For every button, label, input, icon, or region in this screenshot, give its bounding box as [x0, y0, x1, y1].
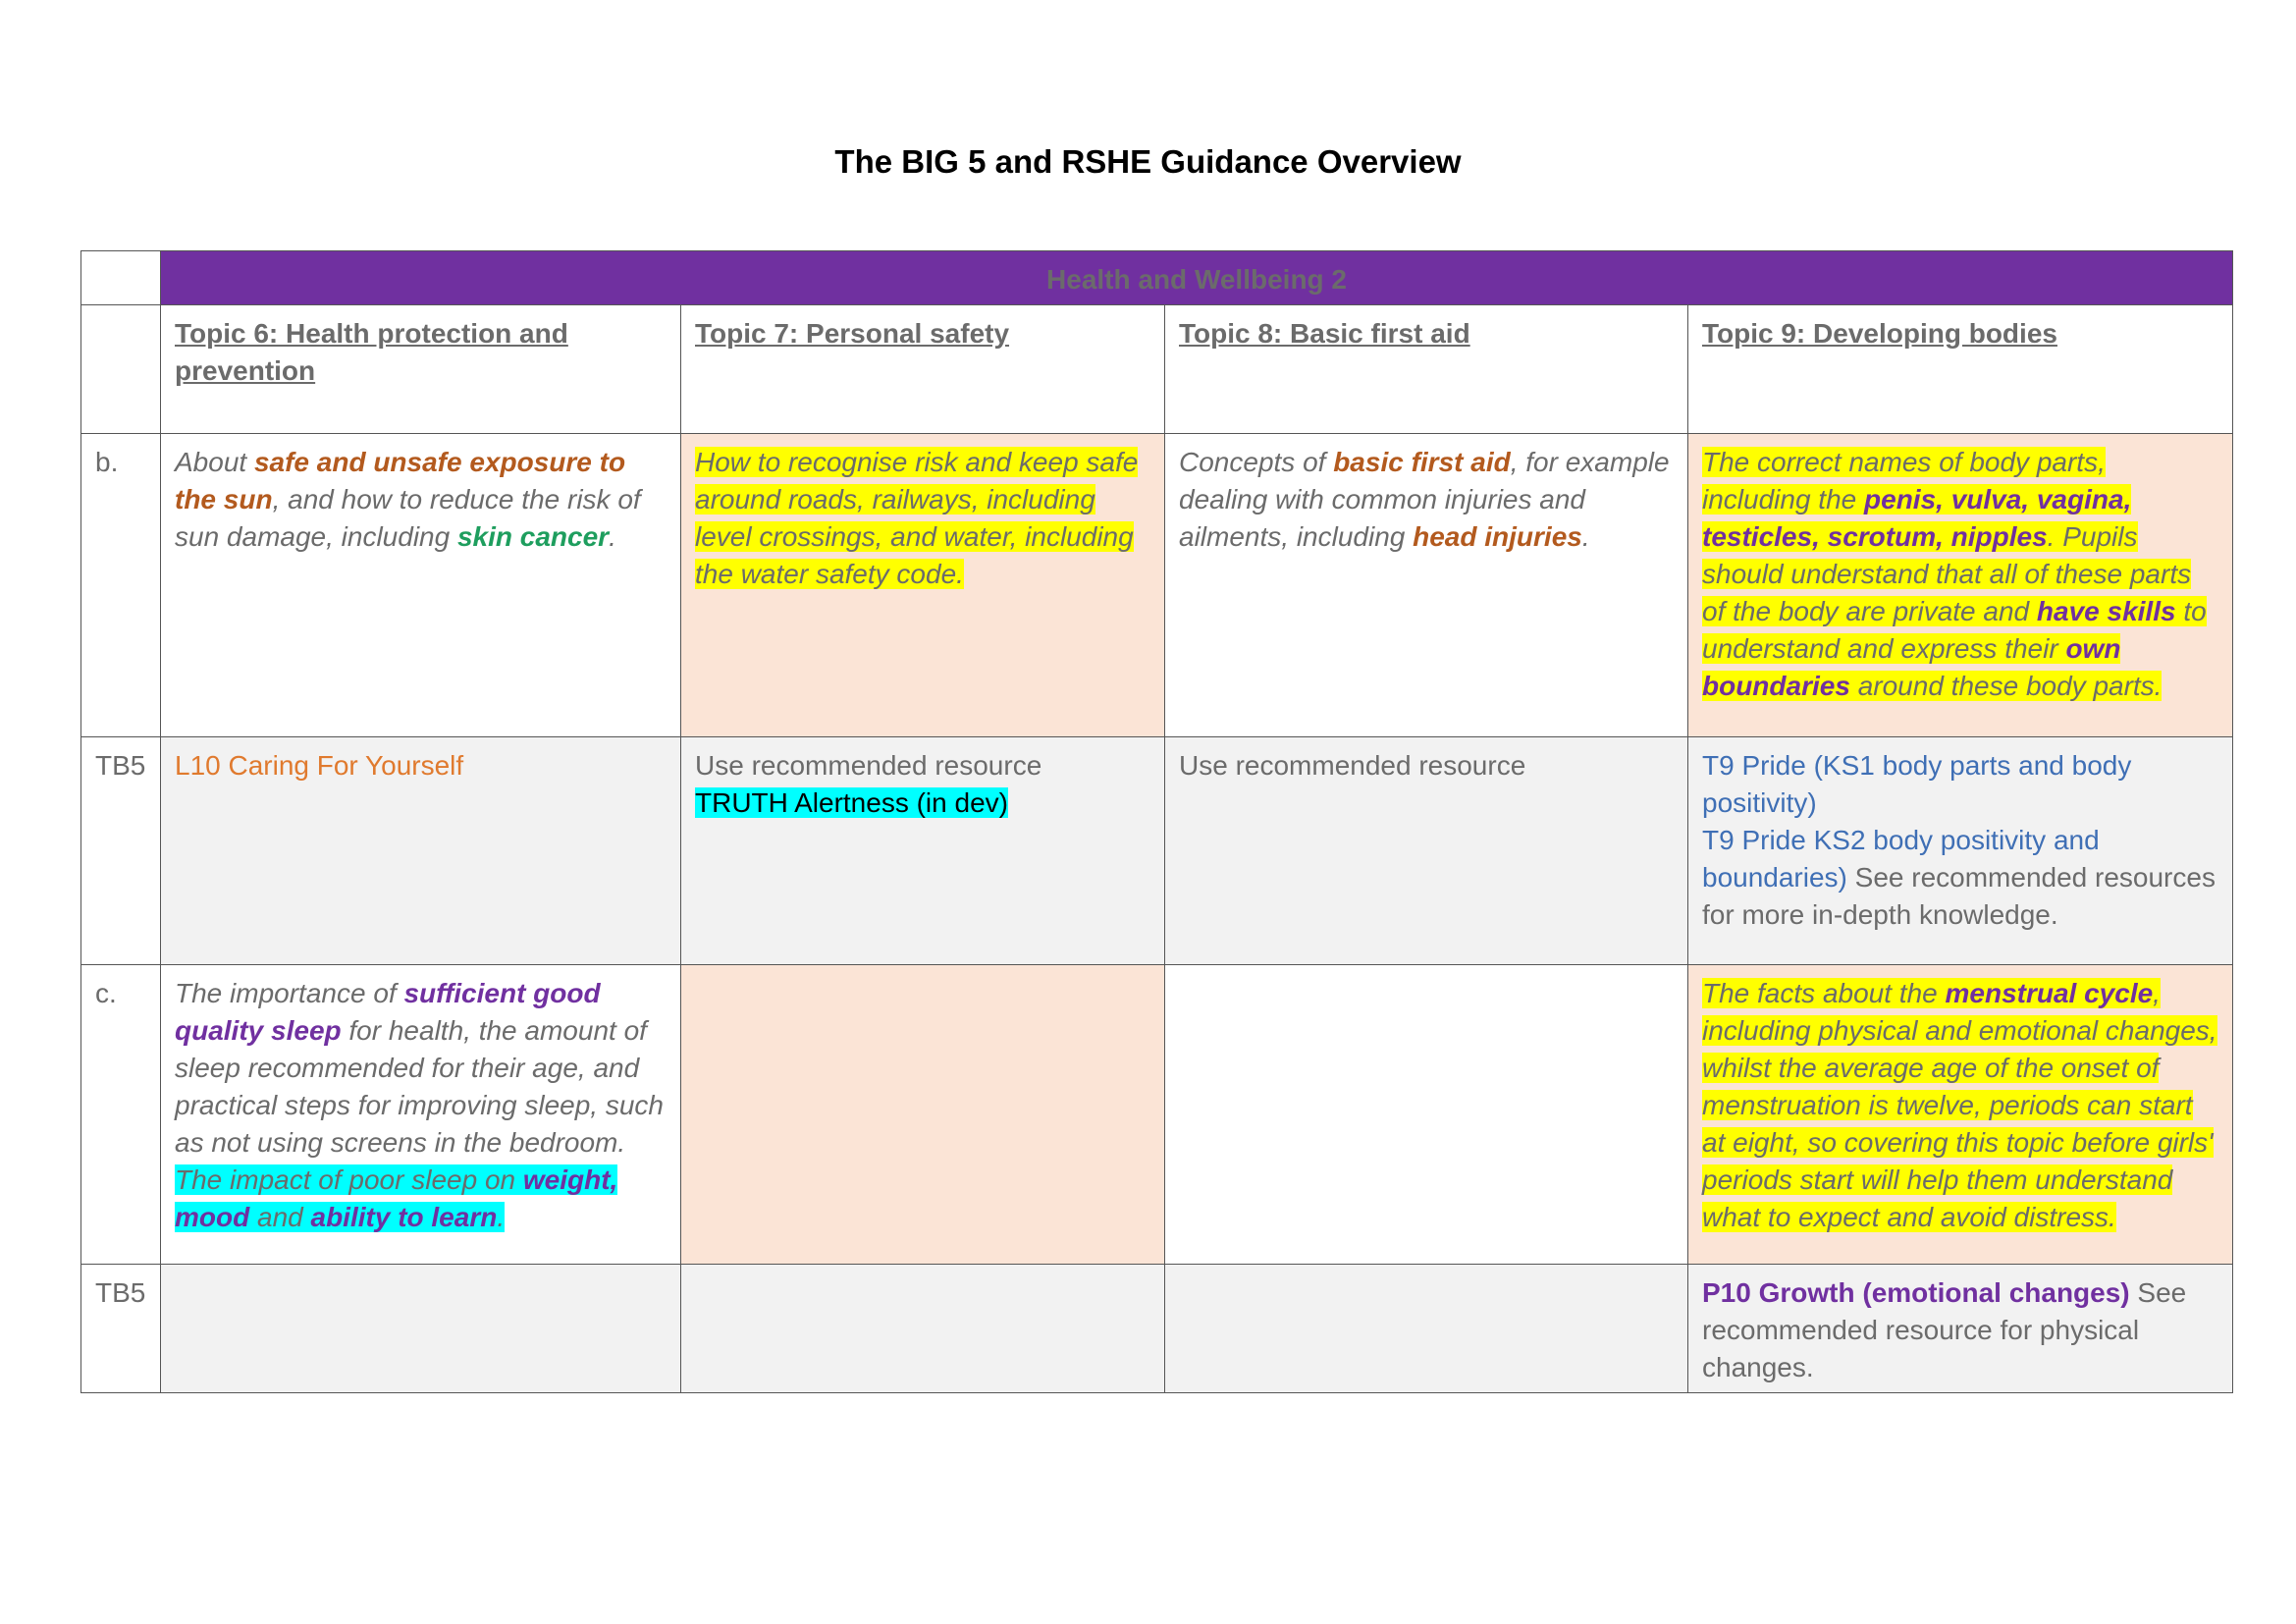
page-title: The BIG 5 and RSHE Guidance Overview — [834, 143, 1462, 180]
c-topic9-cell: The facts about the menstrual cycle, including physical and emotional changes, whilst the average age of the onset of menstruation is twelve, periods can start at eight, so covering this topic before girls' periods start will help them understand what to expect and avoid distress. — [1688, 965, 2233, 1265]
row-tb5-resources — [81, 737, 2233, 965]
b-topic8-cell: Concepts of basic first aid, for example dealing with common injuries and ailments, including head injuries. — [1165, 434, 1688, 737]
c-topic7-cell — [681, 965, 1165, 1265]
tb5-topic9-cell: T9 Pride (KS1 body parts and body positivity) T9 Pride KS2 body positivity and boundaries) See recommended resources for more in-depth knowledge. — [1688, 737, 2233, 965]
t9-pride-ks2-link[interactable]: T9 Pride KS2 body positivity and boundaries) — [1702, 825, 2100, 893]
tb5b-topic9-cell: P10 Growth (emotional changes) See recommended resource for physical changes. — [1688, 1265, 2233, 1393]
topic-6-header: Topic 6: Health protection and prevention — [161, 305, 681, 434]
topic-header-row — [81, 305, 2233, 434]
row-tb5-growth — [81, 1265, 2233, 1393]
row-label-c: c. — [81, 965, 161, 1265]
b-topic6-cell: About safe and unsafe exposure to the sun, and how to reduce the risk of sun damage, including skin cancer. — [161, 434, 681, 737]
banner-row — [81, 251, 2233, 305]
tb5-topic6-cell — [161, 737, 681, 965]
topic-7-header: Topic 7: Personal safety — [681, 305, 1165, 434]
corner-cell — [81, 251, 161, 305]
topic-8-header: Topic 8: Basic first aid — [1165, 305, 1688, 434]
row-b — [81, 434, 2233, 737]
header-label-cell — [81, 305, 161, 434]
row-c — [81, 965, 2233, 1265]
row-label-tb5: TB5 — [81, 737, 161, 965]
b-topic7-cell: How to recognise risk and keep safe around roads, railways, including level crossings, and water, including the water safety code. — [681, 434, 1165, 737]
tb5-topic8-cell: Use recommended resource — [1165, 737, 1688, 965]
truth-alertness-resource[interactable]: TRUTH Alertness (in dev) — [695, 787, 1008, 818]
tb5b-topic6-cell — [161, 1265, 681, 1393]
topic-9-header: Topic 9: Developing bodies — [1688, 305, 2233, 434]
b-topic9-cell: The correct names of body parts, including the penis, vulva, vagina, testicles, scrotum, nipples. Pupils should understand that all of these parts of the body are private and have skills to understand and express their own boundaries around these body parts. — [1688, 434, 2233, 737]
guidance-table — [80, 250, 2233, 1393]
lesson-link-caring-for-yourself[interactable]: L10 Caring For Yourself — [175, 750, 464, 781]
row-label-b: b. — [81, 434, 161, 737]
row-label-tb5-2: TB5 — [81, 1265, 161, 1393]
tb5b-topic7-cell — [681, 1265, 1165, 1393]
c-topic6-cell: The importance of sufficient good quality sleep for health, the amount of sleep recommended for their age, and practical steps for improving sleep, such as not using screens in the bedroom. The impact of poor sleep on weight, mood and ability to learn. — [161, 965, 681, 1265]
t9-pride-ks1-link[interactable]: T9 Pride (KS1 body parts and body positivity) — [1702, 750, 2132, 818]
p10-growth-link[interactable]: P10 Growth (emotional changes) — [1702, 1277, 2130, 1308]
tb5b-topic8-cell — [1165, 1265, 1688, 1393]
c-topic8-cell — [1165, 965, 1688, 1265]
section-banner: Health and Wellbeing 2 — [161, 251, 2233, 305]
tb5-topic7-cell: Use recommended resource TRUTH Alertness (in dev) — [681, 737, 1165, 965]
